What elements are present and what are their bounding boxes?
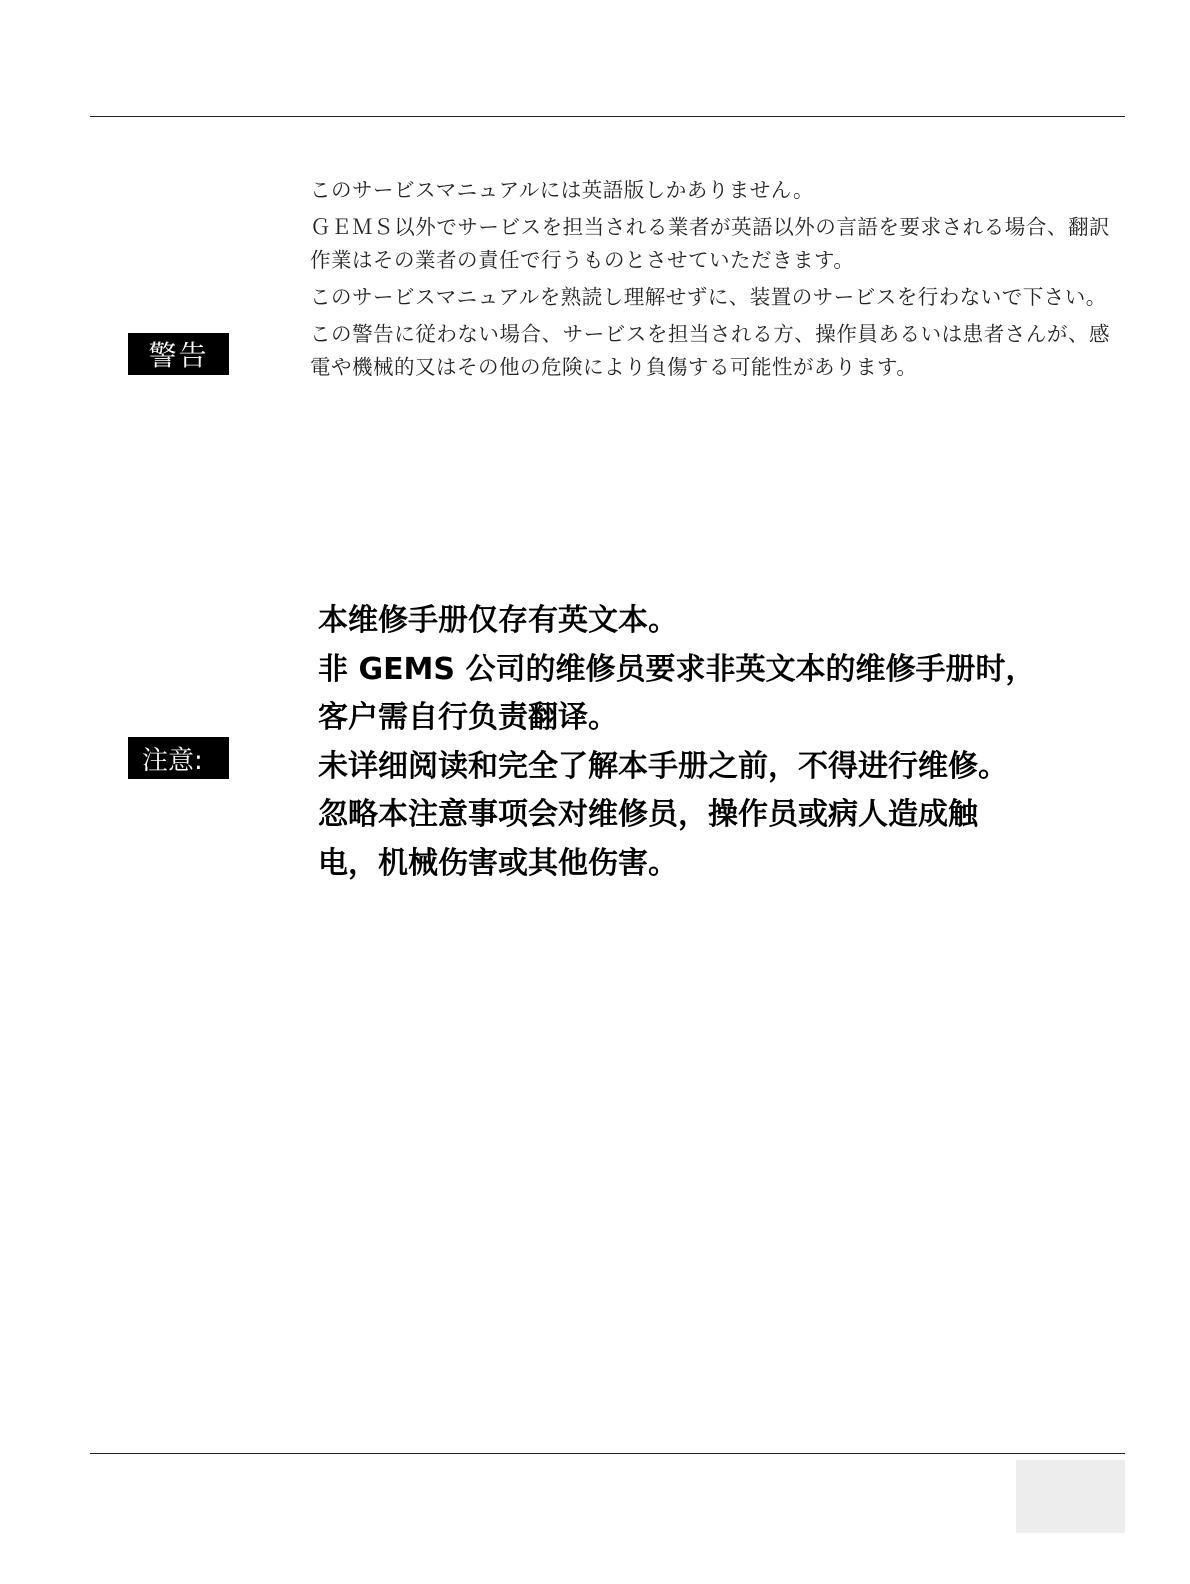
header-rule: [90, 116, 1125, 117]
caution-line: 本维修手册仅存有英文本。: [318, 603, 678, 638]
chinese-caution-text: [318, 597, 1108, 888]
caution-line: 电，机械伤害或其他伤害。: [318, 845, 678, 881]
footer-rule: [90, 1453, 1125, 1454]
warning-label-badge: [128, 333, 229, 375]
warning-paragraph: このサービスマニュアルには英語版しかありません。: [310, 178, 814, 202]
caution-line: 忽略本注意事项会对维修员，操作员或病人造成触: [318, 797, 978, 832]
page-number-box: [1016, 1460, 1125, 1533]
caution-line: 未详细阅读和完全了解本手册之前，不得进行维修。: [318, 748, 1008, 784]
caution-label-text: 注意:: [142, 745, 203, 776]
caution-line: 非 GEMS 公司的维修员要求非英文本的维修手册时，: [318, 651, 1036, 687]
caution-label-badge: [128, 737, 229, 779]
warning-paragraph: このサービスマニュアルを熟読し理解せずに、装置のサービスを行わないで下さい。: [310, 285, 1107, 309]
caution-line: 客户需自行负责翻译。: [318, 700, 618, 735]
warning-paragraph: ＧＥＭＳ以外でサービスを担当される業者が英語以外の言語を要求される場合、翻訳作業はその業者の責任で行うものとさせていただきます。: [310, 215, 1110, 272]
warning-paragraph: この警告に従わない場合、サービスを担当される方、操作員あるいは患者さんが、感電や機械的又はその他の危険により負傷する可能性があります。: [310, 322, 1110, 379]
japanese-warning-text: [310, 174, 1110, 388]
warning-label-text: 警告: [148, 339, 209, 372]
